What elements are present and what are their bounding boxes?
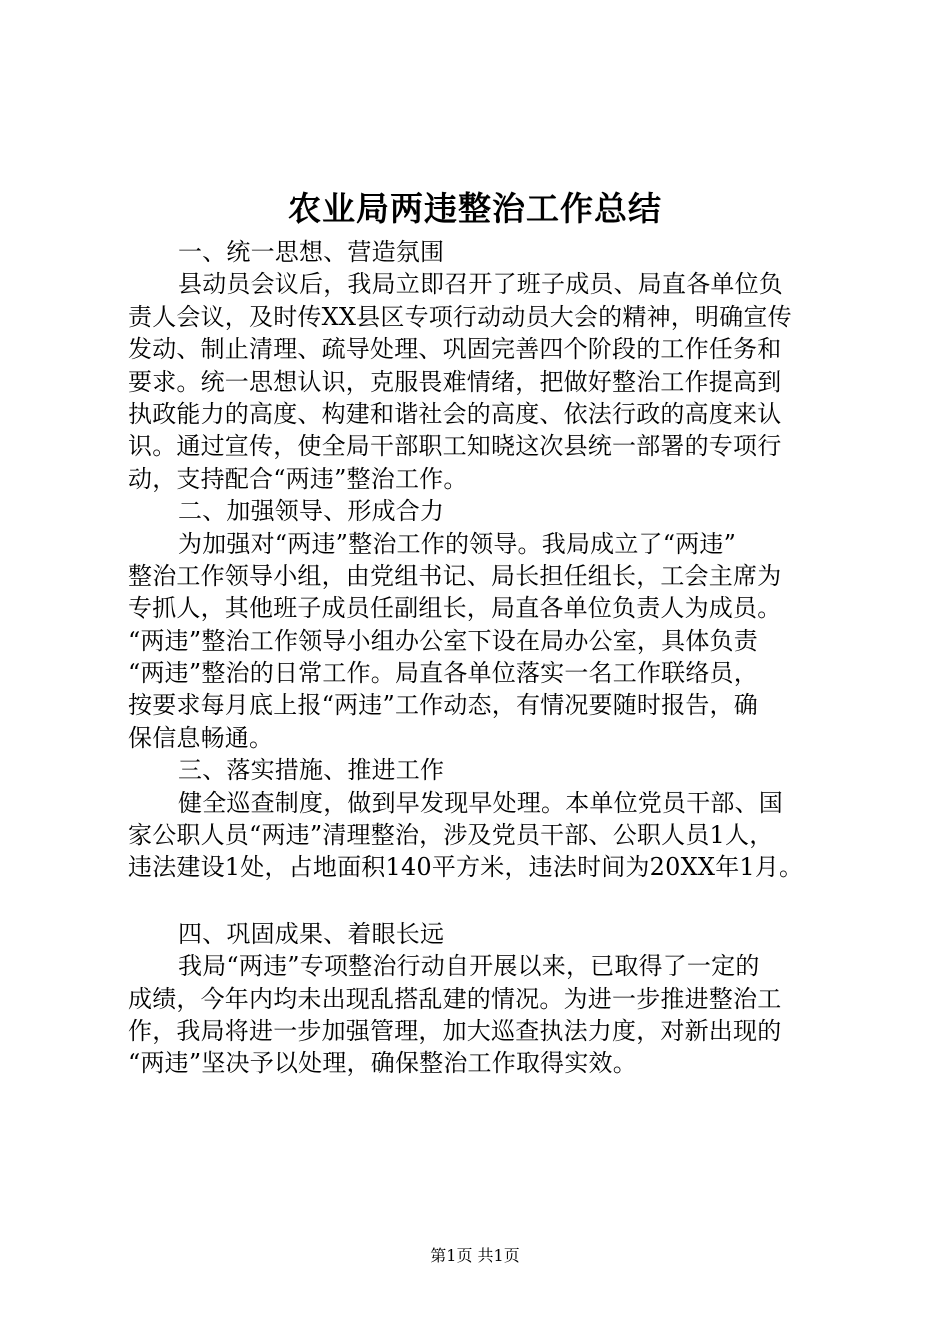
text-line: 一、统一思想、营造氛围 <box>178 238 445 266</box>
text-line: 家公职人员“两违”清理整治，涉及党员干部、公职人员1人， <box>128 821 774 850</box>
text-line: 二、加强领导、形成合力 <box>178 497 445 526</box>
text-line: 作，我局将进一步加强管理，加大巡查执法力度，对新出现的 <box>128 1016 782 1045</box>
text-line: 我局“两违”专项整治行动自开展以来，已取得了一定的 <box>178 952 760 981</box>
text-line: 健全巡查制度，做到早发现早处理。本单位党员干部、国 <box>178 788 783 817</box>
text-line: 要求。统一思想认识，克服畏难情绪，把做好整治工作提高到 <box>128 367 782 396</box>
page-footer: 第1页 共1页 <box>430 1246 520 1265</box>
text-line: 动，支持配合“两违”整治工作。 <box>128 464 468 493</box>
text-line: 四、巩固成果、着眼长远 <box>178 919 445 948</box>
text-line: 保信息畅通。 <box>128 723 274 752</box>
document-body <box>128 236 833 1080</box>
text-line: 识。通过宣传，使全局干部职工知晓这次县统一部署的专项行 <box>128 432 782 461</box>
text-line: 县动员会议后，我局立即召开了班子成员、局直各单位负 <box>178 270 783 299</box>
text-line: 发动、制止清理、疏导处理、巩固完善四个阶段的工作任务和 <box>128 335 782 364</box>
text-line: 专抓人，其他班子成员任副组长，局直各单位负责人为成员。 <box>128 594 782 623</box>
text-line: 三、落实措施、推进工作 <box>178 756 445 785</box>
text-line: “两违”坚决予以处理，确保整治工作取得实效。 <box>128 1049 637 1078</box>
text-line: “两违”整治工作领导小组办公室下设在局办公室，具体负责 <box>128 626 758 655</box>
text-line: 成绩，今年内均未出现乱搭乱建的情况。为进一步推进整治工 <box>128 984 782 1013</box>
text-line: 责人会议，及时传XX县区专项行动动员大会的精神，明确宣传 <box>128 302 792 331</box>
text-line: 整治工作领导小组，由党组书记、局长担任组长，工会主席为 <box>128 561 782 590</box>
text-line: 按要求每月底上报“两违”工作动态，有情况要随时报告，确 <box>128 691 758 720</box>
text-line: 为加强对“两违”整治工作的领导。我局成立了“两违” <box>178 529 737 558</box>
text-line: “两违”整治的日常工作。局直各单位落实一名工作联络员， <box>128 659 758 688</box>
text-line: 执政能力的高度、构建和谐社会的高度、依法行政的高度来认 <box>128 399 782 428</box>
text-line: 违法建设1处，占地面积140平方米，违法时间为20XX年1月。 <box>128 853 804 882</box>
paragraph-gap <box>128 884 833 918</box>
document-title: 农业局两违整治工作总结 <box>288 189 662 228</box>
